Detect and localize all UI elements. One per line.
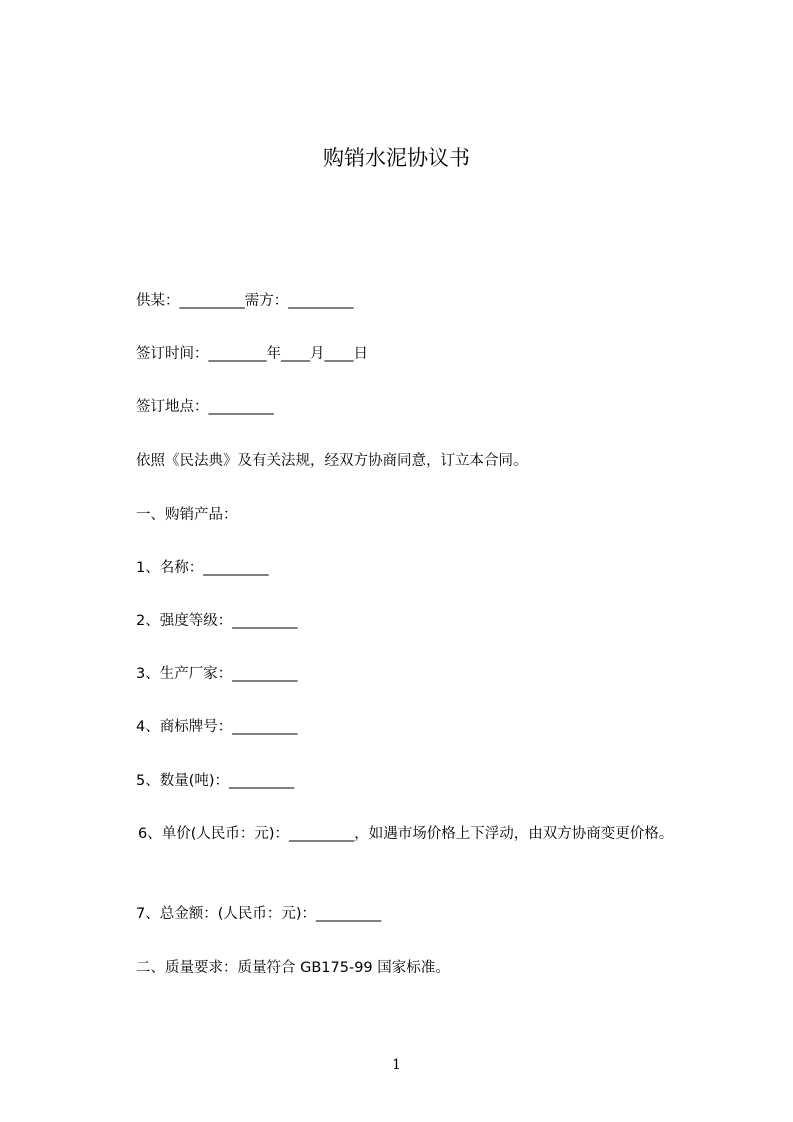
item-manufacturer-line: 3、生产厂家：_________ (136, 666, 298, 682)
legal-basis-line: 依照《民法典》及有关法规，经双方协商同意，订立本合同。 (136, 453, 528, 469)
item-quantity-line: 5、数量(吨)：_________ (136, 773, 295, 789)
item-brand-line: 4、商标牌号：_________ (136, 719, 298, 735)
item-total-amount-line: 7、总金额：(人民币：元)：_________ (136, 906, 382, 922)
parties-line: 供某：_________需方：_________ (136, 293, 354, 309)
item-unit-price-paragraph: 6、单价(人民币：元)：_________，如遇市场价格上下浮动，由双方协商变更价格。 (138, 826, 674, 842)
document-title: 购销水泥协议书 (323, 146, 470, 170)
section-2-quality-line: 二、质量要求：质量符合 GB175-99 国家标准。 (136, 960, 450, 976)
item-strength-grade-line: 2、强度等级：_________ (136, 613, 298, 629)
section-1-heading: 一、购销产品： (136, 507, 238, 523)
sign-place-line: 签订地点：_________ (136, 399, 274, 415)
sign-date-line: 签订时间：________年____月____日 (136, 346, 368, 362)
item-name-line: 1、名称：_________ (136, 560, 269, 576)
page-number: 1 (392, 1057, 401, 1073)
